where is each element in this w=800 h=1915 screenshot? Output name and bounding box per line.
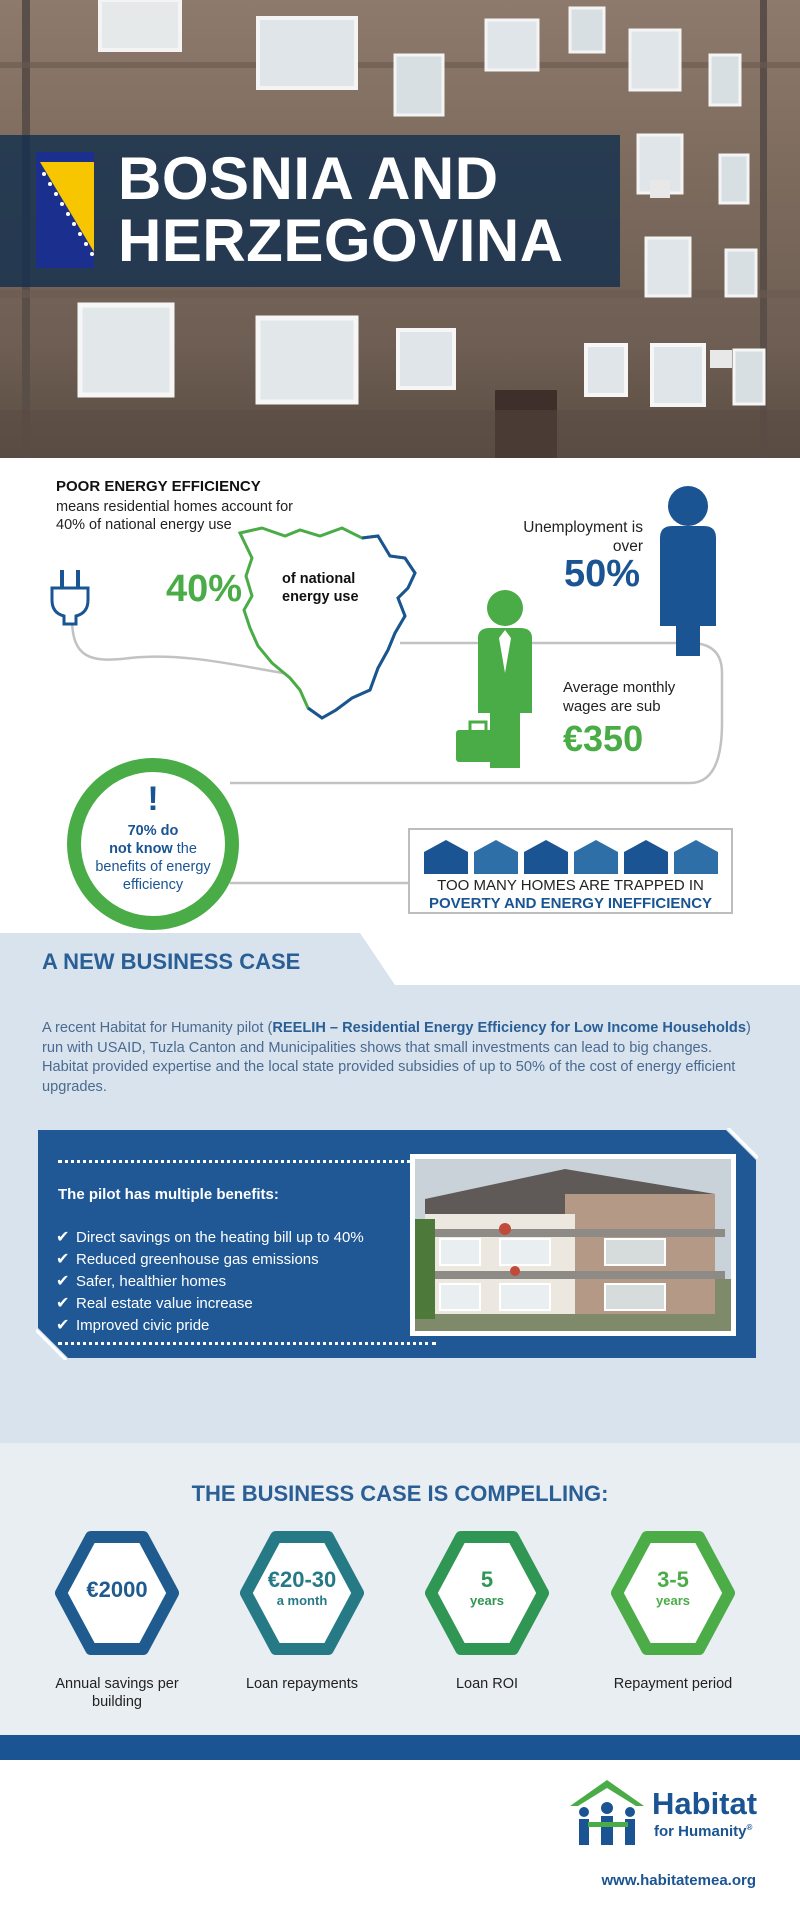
checkmark-icon: ✔ [56,1273,70,1290]
logo-tagline: for Humanity® [654,1823,753,1840]
checkmark-icon: ✔ [56,1295,70,1312]
worker-person-icon [456,590,532,768]
unemployment-value: 50% [563,553,640,595]
title-line-2: HERZEGOVINA [118,207,564,274]
homes-line-1: TOO MANY HOMES ARE TRAPPED IN [437,877,704,894]
business-case-body [42,1019,757,1097]
plug-icon [52,570,88,624]
compelling-section [0,1443,800,1735]
stat-sub: years [656,1593,690,1608]
unemployment-label: Unemployment is over [523,519,643,555]
poor-energy-heading: POOR ENERGY EFFICIENCY [56,478,261,495]
stat-hexagon-savings [55,1531,179,1655]
list-item: ✔ Reduced greenhouse gas emissions [56,1250,319,1268]
stat-hexagon-loan-roi [425,1531,549,1655]
list-item: ✔ Improved civic pride [56,1316,210,1334]
list-item: ✔ Direct savings on the heating bill up to 40% [56,1228,364,1246]
stat-sub: a month [276,1593,328,1608]
list-item: ✔ Safer, healthier homes [56,1272,227,1290]
house-photo [410,1154,736,1336]
checkmark-icon: ✔ [56,1317,70,1334]
stat-label: Loan repayments [245,1676,359,1692]
title-line-1: BOSNIA AND [118,145,499,212]
awareness-rest: the benefits of energy efficiency [95,841,211,893]
footer [0,1760,800,1915]
awareness-percent: 70% do [127,823,179,839]
awareness-bold: not know [109,841,173,857]
hero-section [0,0,800,458]
business-case-heading: A NEW BUSINESS CASE [42,949,301,974]
unemployed-person-icon [660,486,716,656]
exclamation-icon: ! [147,780,159,818]
stat-label: Repayment period [613,1676,733,1692]
stat-hexagon-repayment [611,1531,735,1655]
homes-line-2: POVERTY AND ENERGY INEFFICIENCY [428,895,713,912]
stat-value: 3-5 [657,1567,689,1592]
logo-wordmark: Habitat [652,1786,758,1821]
checkmark-icon: ✔ [56,1251,70,1268]
stat-value: 5 [480,1567,494,1592]
stat-value: €20-30 [267,1567,337,1592]
stat-hexagon-loan-repayments [240,1531,364,1655]
homes-callout [408,828,733,914]
list-item: ✔ Real estate value increase [56,1294,253,1312]
benefits-panel [38,1130,756,1358]
poor-energy-body: means residential homes account for 40% of national energy use [56,499,293,533]
benefits-heading: The pilot has multiple benefits: [58,1186,279,1203]
wages-label: Average monthly wages are sub [563,679,676,715]
awareness-circle [67,758,239,930]
wages-value: €350 [563,718,644,759]
footer-bar [0,1735,800,1760]
benefits-list [56,1226,364,1336]
compelling-heading: THE BUSINESS CASE IS COMPELLING: [191,1481,609,1506]
dotted-divider [58,1342,436,1345]
stat-value: €2000 [86,1577,148,1602]
habitat-logo-icon [570,1780,644,1846]
page-title [118,145,564,274]
stats-section [0,458,800,933]
stat-label: Annual savings per building [55,1676,179,1710]
awareness-text [89,822,217,894]
business-case-section [0,933,800,1443]
national-energy-label: of national energy use [282,571,359,605]
bosnia-flag-icon [36,152,94,268]
stat-label: Loan ROI [455,1676,519,1692]
website-link[interactable]: www.habitatemea.org [601,1872,756,1889]
body-prefix: A recent Habitat for Humanity pilot ( [42,1020,273,1036]
checkmark-icon: ✔ [56,1229,70,1246]
dotted-divider [58,1160,436,1163]
stat-sub: years [470,1593,504,1608]
houses-row-icon [410,836,731,880]
body-program-name: REELIH – Residential Energy Efficiency for Low Income Households [272,1020,746,1036]
body-suffix: ) run with USAID, Tuzla Canton and Municipalities shows that small investments can lead to big changes. Habitat provided expertise and the local state provided subsidies of up to 50% of the cost of energy efficient upgrades. [42,1020,751,1095]
national-energy-percent: 40% [166,568,243,610]
